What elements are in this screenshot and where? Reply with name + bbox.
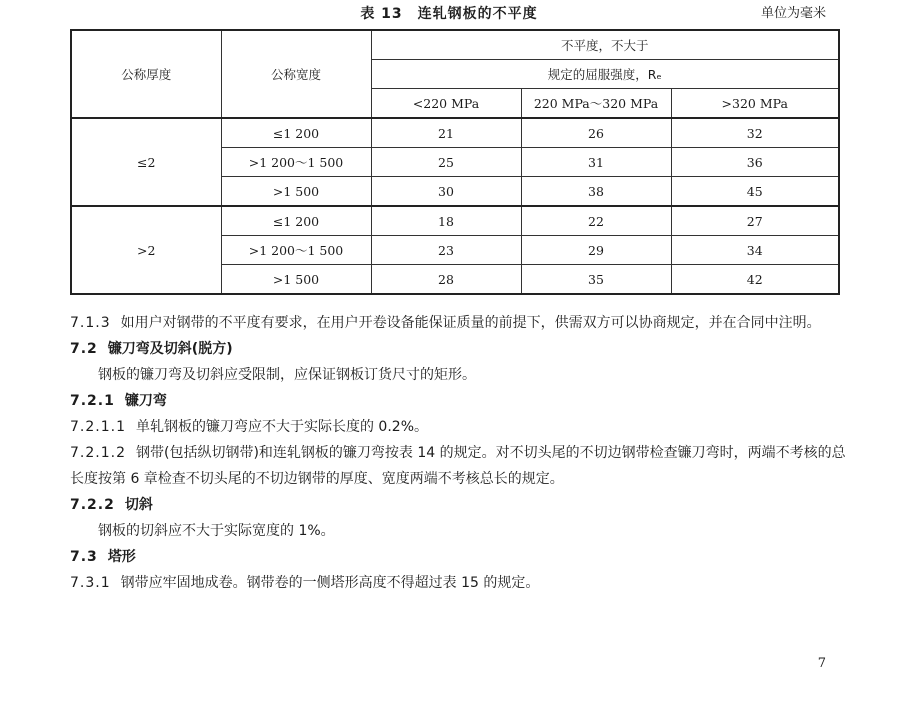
section-title: 切斜 bbox=[124, 497, 153, 513]
width-cell: ≤1 200 bbox=[221, 118, 371, 148]
section-title: 镰刀弯及切斜(脱方) bbox=[107, 341, 233, 357]
width-cell: >1 200～1 500 bbox=[221, 148, 371, 177]
clause-7-2-1-1 bbox=[70, 414, 850, 440]
value-cell: 21 bbox=[371, 118, 521, 148]
value-cell: 28 bbox=[371, 265, 521, 295]
table-caption bbox=[0, 2, 898, 26]
clause-7-2-1-2 bbox=[70, 440, 850, 492]
table-title: 表 13 连轧钢板的不平度 bbox=[360, 6, 538, 22]
table-row bbox=[71, 118, 839, 148]
section-number: 7.3 bbox=[70, 549, 98, 565]
value-cell: 34 bbox=[671, 236, 839, 265]
thickness-cell: ≤2 bbox=[71, 118, 221, 206]
value-cell: 38 bbox=[521, 177, 671, 207]
section-title: 镰刀弯 bbox=[124, 393, 167, 409]
header-thickness: 公称厚度 bbox=[71, 30, 221, 118]
section-number: 7.2.1 bbox=[70, 393, 115, 409]
value-cell: 22 bbox=[521, 206, 671, 236]
section-7-2-2-body: 钢板的切斜应不大于实际宽度的 1%。 bbox=[98, 523, 335, 539]
value-cell: 35 bbox=[521, 265, 671, 295]
section-number: 7.2 bbox=[70, 341, 98, 357]
clause-text: 单轧钢板的镰刀弯应不大于实际长度的 0.2%。 bbox=[135, 419, 429, 435]
header-col-3: >320 MPa bbox=[671, 89, 839, 119]
width-cell: ≤1 200 bbox=[221, 206, 371, 236]
header-col-2: 220 MPa～320 MPa bbox=[521, 89, 671, 119]
clause-text: 钢带(包括纵切钢带)和连轧钢板的镰刀弯按表 14 的规定。对不切头尾的不切边钢带检查镰刀弯时，两端不考核的总长度按第 6 章检查不切头尾的不切边钢带的厚度、宽度两端不考核总长的规定。 bbox=[70, 445, 846, 487]
value-cell: 30 bbox=[371, 177, 521, 207]
value-cell: 27 bbox=[671, 206, 839, 236]
clause-7-3-1 bbox=[70, 570, 850, 596]
value-cell: 26 bbox=[521, 118, 671, 148]
body-text bbox=[70, 310, 850, 596]
header-flatness: 不平度，不大于 bbox=[371, 30, 839, 60]
width-cell: >1 500 bbox=[221, 177, 371, 207]
value-cell: 25 bbox=[371, 148, 521, 177]
value-cell: 32 bbox=[671, 118, 839, 148]
clause-7-1-3 bbox=[70, 310, 850, 336]
value-cell: 42 bbox=[671, 265, 839, 295]
value-cell: 23 bbox=[371, 236, 521, 265]
width-cell: >1 500 bbox=[221, 265, 371, 295]
clause-text: 如用户对钢带的不平度有要求，在用户开卷设备能保证质量的前提下，供需双方可以协商规定，并在合同中注明。 bbox=[120, 315, 821, 331]
value-cell: 36 bbox=[671, 148, 839, 177]
unit-note: 单位为毫米 bbox=[760, 6, 826, 21]
value-cell: 18 bbox=[371, 206, 521, 236]
header-yield: 规定的屈服强度，Rₑ bbox=[371, 60, 839, 89]
section-7-2-2-heading bbox=[70, 492, 850, 518]
section-7-3-heading bbox=[70, 544, 850, 570]
section-7-2-heading bbox=[70, 336, 850, 362]
value-cell: 45 bbox=[671, 177, 839, 207]
section-7-2-body: 钢板的镰刀弯及切斜应受限制，应保证钢板订货尺寸的矩形。 bbox=[98, 367, 476, 383]
table-row bbox=[71, 206, 839, 236]
clause-number: 7.3.1 bbox=[70, 575, 111, 591]
header-col-1: <220 MPa bbox=[371, 89, 521, 119]
clause-text: 钢带应牢固地成卷。钢带卷的一侧塔形高度不得超过表 15 的规定。 bbox=[120, 575, 540, 591]
flatness-table bbox=[70, 29, 840, 295]
value-cell: 31 bbox=[521, 148, 671, 177]
clause-number: 7.2.1.2 bbox=[70, 445, 126, 461]
clause-number: 7.1.3 bbox=[70, 315, 111, 331]
section-title: 塔形 bbox=[107, 549, 136, 565]
section-7-2-1-heading bbox=[70, 388, 850, 414]
thickness-cell: >2 bbox=[71, 206, 221, 294]
section-number: 7.2.2 bbox=[70, 497, 115, 513]
value-cell: 29 bbox=[521, 236, 671, 265]
page-number: 7 bbox=[817, 656, 826, 671]
header-width: 公称宽度 bbox=[221, 30, 371, 118]
clause-number: 7.2.1.1 bbox=[70, 419, 126, 435]
width-cell: >1 200～1 500 bbox=[221, 236, 371, 265]
